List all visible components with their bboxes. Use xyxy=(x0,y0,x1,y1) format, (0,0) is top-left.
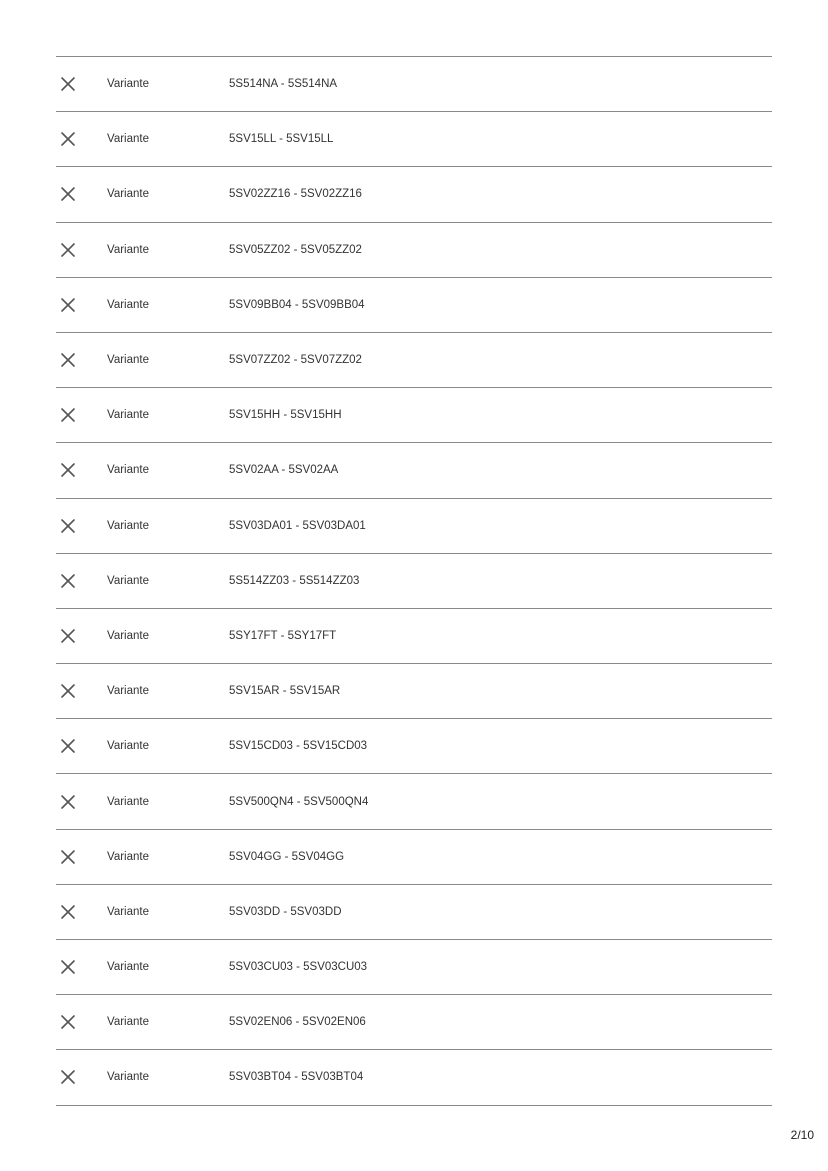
list-item xyxy=(56,333,772,388)
close-icon[interactable] xyxy=(60,352,76,368)
list-item xyxy=(56,609,772,664)
item-type-label: Variante xyxy=(107,188,149,201)
list-item xyxy=(56,995,772,1050)
item-value: 5SV02EN06 - 5SV02EN06 xyxy=(229,1016,366,1029)
item-type-label: Variante xyxy=(107,409,149,422)
close-icon[interactable] xyxy=(60,297,76,313)
list-item xyxy=(56,278,772,333)
close-icon[interactable] xyxy=(60,518,76,534)
close-icon[interactable] xyxy=(60,186,76,202)
close-icon[interactable] xyxy=(60,849,76,865)
item-type-label: Variante xyxy=(107,243,149,256)
item-value: 5SY17FT - 5SY17FT xyxy=(229,629,337,642)
item-value: 5SV03BT04 - 5SV03BT04 xyxy=(229,1071,364,1084)
list-item xyxy=(56,774,772,829)
item-type-label: Variante xyxy=(107,519,149,532)
list-item xyxy=(56,1050,772,1105)
item-value: 5SV15LL - 5SV15LL xyxy=(229,133,334,146)
close-icon[interactable] xyxy=(60,573,76,589)
item-value: 5SV03DA01 - 5SV03DA01 xyxy=(229,519,366,532)
close-icon[interactable] xyxy=(60,904,76,920)
item-value: 5SV15HH - 5SV15HH xyxy=(229,409,342,422)
item-type-label: Variante xyxy=(107,1071,149,1084)
list-item xyxy=(56,443,772,498)
item-type-label: Variante xyxy=(107,133,149,146)
close-icon[interactable] xyxy=(60,1014,76,1030)
item-value: 5SV02AA - 5SV02AA xyxy=(229,464,339,477)
close-icon[interactable] xyxy=(60,1069,76,1085)
close-icon[interactable] xyxy=(60,407,76,423)
close-icon[interactable] xyxy=(60,76,76,92)
item-value: 5S514NA - 5S514NA xyxy=(229,78,338,91)
item-type-label: Variante xyxy=(107,850,149,863)
item-value: 5SV15AR - 5SV15AR xyxy=(229,685,341,698)
list-item xyxy=(56,167,772,222)
list-item xyxy=(56,664,772,719)
list-item xyxy=(56,388,772,443)
close-icon[interactable] xyxy=(60,242,76,258)
close-icon[interactable] xyxy=(60,738,76,754)
item-value: 5SV02ZZ16 - 5SV02ZZ16 xyxy=(229,188,362,201)
item-value: 5SV05ZZ02 - 5SV05ZZ02 xyxy=(229,243,362,256)
close-icon[interactable] xyxy=(60,794,76,810)
close-icon[interactable] xyxy=(60,131,76,147)
item-value: 5SV07ZZ02 - 5SV07ZZ02 xyxy=(229,354,362,367)
item-type-label: Variante xyxy=(107,78,149,91)
close-icon[interactable] xyxy=(60,683,76,699)
item-value: 5SV04GG - 5SV04GG xyxy=(229,850,345,863)
item-type-label: Variante xyxy=(107,961,149,974)
item-type-label: Variante xyxy=(107,574,149,587)
list-item xyxy=(56,57,772,112)
item-value: 5SV500QN4 - 5SV500QN4 xyxy=(229,795,369,808)
list-item xyxy=(56,830,772,885)
close-icon[interactable] xyxy=(60,462,76,478)
list-item xyxy=(56,223,772,278)
item-value: 5SV15CD03 - 5SV15CD03 xyxy=(229,740,368,753)
list-item xyxy=(56,940,772,995)
item-value: 5S514ZZ03 - 5S514ZZ03 xyxy=(229,574,360,587)
item-value: 5SV09BB04 - 5SV09BB04 xyxy=(229,298,365,311)
close-icon[interactable] xyxy=(60,959,76,975)
item-type-label: Variante xyxy=(107,740,149,753)
variant-list xyxy=(56,56,772,1106)
item-type-label: Variante xyxy=(107,685,149,698)
item-type-label: Variante xyxy=(107,1016,149,1029)
list-item xyxy=(56,112,772,167)
page-number: 2/10 xyxy=(790,1128,814,1142)
item-value: 5SV03DD - 5SV03DD xyxy=(229,905,342,918)
item-type-label: Variante xyxy=(107,354,149,367)
list-item xyxy=(56,719,772,774)
close-icon[interactable] xyxy=(60,628,76,644)
item-type-label: Variante xyxy=(107,905,149,918)
list-item xyxy=(56,499,772,554)
item-type-label: Variante xyxy=(107,464,149,477)
item-type-label: Variante xyxy=(107,298,149,311)
list-item xyxy=(56,885,772,940)
item-value: 5SV03CU03 - 5SV03CU03 xyxy=(229,961,368,974)
item-type-label: Variante xyxy=(107,795,149,808)
list-item xyxy=(56,554,772,609)
item-type-label: Variante xyxy=(107,629,149,642)
